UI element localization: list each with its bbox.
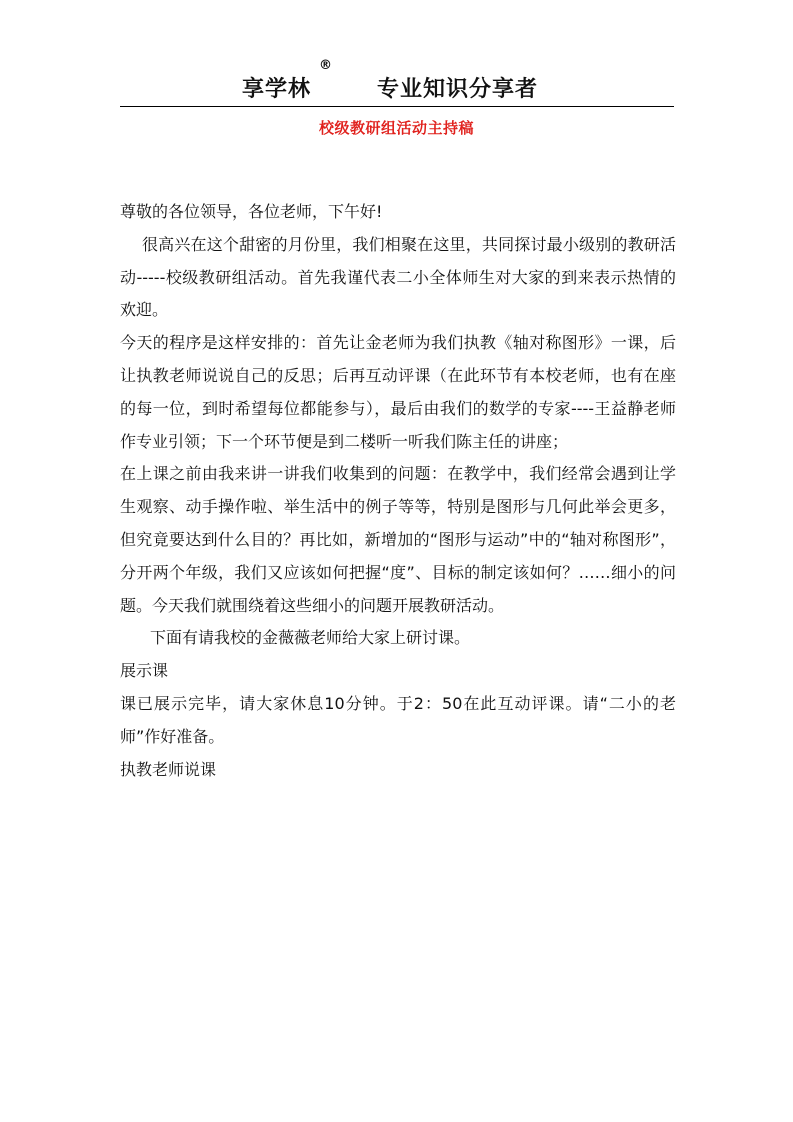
welcome-paragraph: 很高兴在这个甜密的月份里，我们相聚在这里，共同探讨最小级别的教研活动-----校级教研组活动。首先我谨代表二小全体师生对大家的到来表示热情的欢迎。 — [120, 234, 676, 320]
lesson-talk-heading: 执教老师说课 — [120, 759, 217, 779]
document-title: 校级教研组活动主持稿 — [318, 119, 474, 137]
page-header — [120, 60, 674, 107]
questions-paragraph: 在上课之前由我来讲一讲我们收集到的问题：在教学中，我们经常会遇到让学生观察、动手操作啦、举生活中的例子等等，特别是图形与几何此举会更多，但究竟要达到什么目的？再比如，新增加的“图形与运动”中的“轴对称图形”，分开两个年级，我们又应该如何把握“度”、目标的制定该如何？……细小的问题。今天我们就围绕着这些细小的问题开展教研活动。 — [120, 464, 676, 615]
demo-lesson-heading: 展示课 — [120, 661, 169, 681]
break-paragraph: 课已展示完毕，请大家休息10分钟。于2：50在此互动评课。请“二小的老师”作好准备。 — [120, 693, 676, 746]
greeting-paragraph: 尊敬的各位领导，各位老师，下午好! — [120, 202, 383, 221]
schedule-paragraph: 今天的程序是这样安排的：首先让金老师为我们执教《轴对称图形》一课，后让执教老师说说自己的反思；后再互动评课（在此环节有本校老师，也有在座的每一位，到时希望每位都能参与），最后由我们的数学的专家----王益静老师作专业引领；下一个环节便是到二楼听一听我们陈主任的讲座； — [120, 333, 676, 451]
registered-mark: ® — [319, 58, 332, 73]
document-body — [120, 196, 676, 786]
invite-paragraph: 下面有请我校的金薇薇老师给大家上研讨课。 — [150, 628, 471, 648]
brand-slogan: 专业知识分享者 — [377, 77, 539, 102]
brand-name: 享学林 — [242, 77, 312, 102]
